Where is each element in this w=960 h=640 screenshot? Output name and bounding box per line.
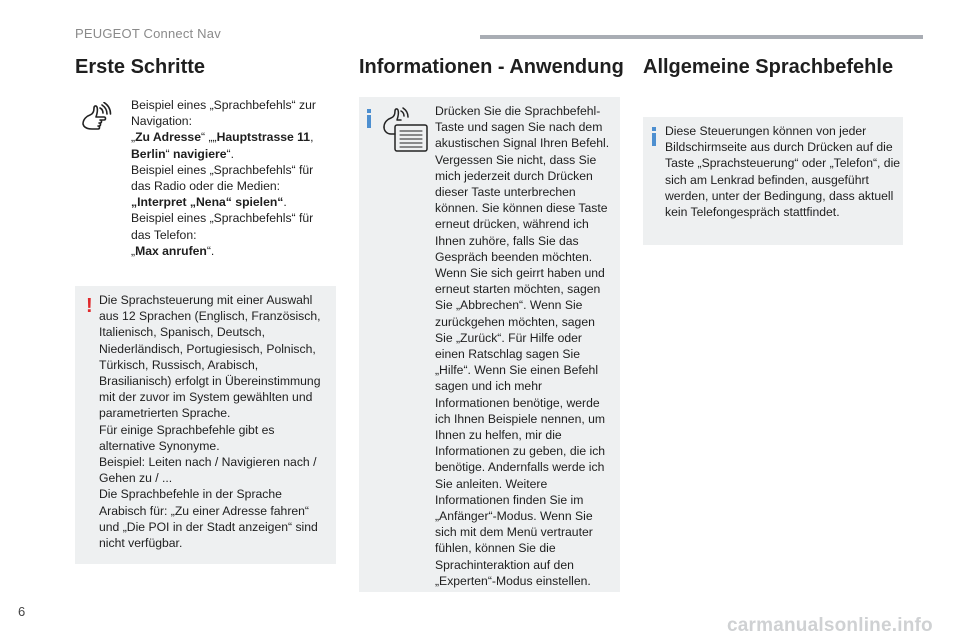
punctuation: . xyxy=(283,195,287,210)
voice-example-block xyxy=(75,97,335,262)
example-line-navigation-command xyxy=(131,129,336,145)
steering-wheel-voice-button-icon xyxy=(381,107,429,158)
punctuation: , xyxy=(310,130,314,145)
warning-text xyxy=(99,292,329,551)
header-divider-bar xyxy=(480,35,923,39)
section-title-informationen: Informationen - Anwendung xyxy=(359,56,624,78)
quote-mark: „ xyxy=(131,243,136,258)
page-header-label: PEUGEOT Connect Nav xyxy=(75,26,221,41)
command-keyword: „Interpret „Nena“ spielen“ xyxy=(131,195,284,210)
example-line-media-command xyxy=(131,194,336,210)
info-icon xyxy=(367,115,371,128)
voice-command-icon xyxy=(78,102,112,145)
page-number: 6 xyxy=(18,604,26,619)
example-line-media-intro: Beispiel eines „Sprachbefehls“ für das Radio oder die Medien: xyxy=(131,162,314,194)
general-commands-text: Diese Steuerungen können von jeder Bildschirmseite aus durch Drücken auf die Taste „Sprachsteuerung“ oder „Telefon“, die sich am Lenkrad befinden, ausgeführt werden, unter der Bedingung, dass aktuell kein Telefongespräch stattfindet. xyxy=(665,124,901,220)
punctuation: “. xyxy=(206,243,215,258)
command-keyword: navigiere xyxy=(173,146,227,161)
warning-paragraph-synonyms: Für einige Sprachbefehle gibt es alternative Synonyme. xyxy=(99,422,275,453)
example-line-phone-intro: Beispiel eines „Sprachbefehls“ für das Telefon: xyxy=(131,211,314,242)
command-keyword: Zu Adresse xyxy=(135,130,201,145)
voice-example-text xyxy=(131,97,336,259)
section-title-allgemeine: Allgemeine Sprachbefehle xyxy=(643,56,894,78)
info-application-text: Drücken Sie die Sprachbefehl-Taste und sagen Sie nach dem akustischen Signal Ihren Befehl. Vergessen Sie nicht, dass Sie mich jederzeit durch Drücken dieser Taste unterbrechen können. Sie können diese Taste erneut drücken, während ich Ihnen zuhöre, falls Sie das Gespräch beenden möchten. Wenn Sie sich geirrt haben und erneut starten möchten, sagen Sie „Abbrechen“. Wenn Sie zurückgehen möchten, sagen Sie „Zurück“. Für Hilfe oder einen Ratschlag sagen Sie „Hilfe“. Wenn Sie einen Befehl sagen und ich mehr Informationen benötige, werde ich Ihnen Beispiele nennen, um Ihnen zu helfen, mir die Informationen zu geben, die ich benötige. Andernfalls werde ich Sie anleiten. Weitere Informationen finden Sie im „Anfänger“-Modus. Wenn Sie sich mit dem Menü vertrauter fühlen, können Sie die Sprachinteraktion auf den „Experten“-Modus einstellen. xyxy=(435,104,610,588)
punctuation: “. xyxy=(226,146,234,161)
command-keyword: Max anrufen xyxy=(135,243,207,258)
quote-mark: “ xyxy=(165,146,173,161)
watermark: carmanualsonline.info xyxy=(727,615,933,636)
example-line-navigation-command-cont xyxy=(131,146,336,162)
warning-paragraph-languages: Die Sprachsteuerung mit einer Auswahl aus 12 Sprachen (Englisch, Französisch, Italienisch, Spanisch, Deutsch, Niederländisch, Portugiesisch, Polnisch, Türkisch, Russisch, Arabisch, Brasilianisch) erfolgt in Übereinstimmung mit der zuvor im System gewählten und parametrierten Sprache. xyxy=(99,293,321,421)
command-keyword: Hauptstrasse 11 xyxy=(216,130,311,145)
warning-box xyxy=(75,286,336,564)
info-box-application xyxy=(359,97,620,592)
section-title-erste-schritte: Erste Schritte xyxy=(75,56,206,78)
command-keyword: Berlin xyxy=(131,146,166,161)
warning-paragraph-example: Beispiel: Leiten nach / Navigieren nach / Gehen zu / ... xyxy=(99,455,317,486)
warning-icon: ! xyxy=(86,295,93,317)
example-line-phone-command xyxy=(131,243,336,259)
quote-mark: “ „„ xyxy=(201,130,217,145)
example-line-navigation-intro: Beispiel eines „Sprachbefehls“ zur Navigation: xyxy=(131,98,316,129)
warning-paragraph-arabic: Die Sprachbefehle in der Sprache Arabisch für: „Zu einer Adresse fahren“ und „Die POI in der Stadt anzeigen“ sind nicht verfügbar. xyxy=(99,487,318,551)
quote-mark: „ xyxy=(131,130,136,145)
info-box-general-commands xyxy=(643,117,903,245)
info-icon xyxy=(652,133,656,146)
